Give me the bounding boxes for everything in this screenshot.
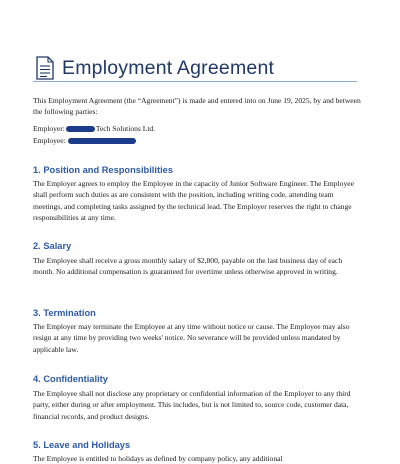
document-header — [33, 56, 357, 84]
intro-paragraph: This Employment Agreement (the “Agreement”) is made and entered into on June 19, 2025, by and between the following parties: — [33, 96, 361, 117]
employee-line — [33, 135, 155, 147]
employee-redaction-mark — [68, 138, 136, 144]
employer-name: Tech Solutions Ltd. — [95, 124, 156, 133]
section-body-salary: The Employee shall receive a gross monthly salary of $2,800, payable on the last business day of each month. No additional compensation is guaranteed for overtime unless otherwise approved in writing. — [33, 256, 343, 277]
section-heading-position: 1. Position and Responsibilities — [33, 165, 173, 175]
section-heading-confidentiality: 4. Confidentiality — [33, 374, 108, 384]
employer-redaction-mark — [66, 126, 95, 132]
section-heading-termination: 3. Termination — [33, 308, 96, 318]
section-heading-salary: 2. Salary — [33, 241, 72, 251]
section-body-leave: The Employee is entitled to holidays as defined by company policy, any additional — [33, 454, 283, 463]
parties-block — [33, 123, 155, 147]
section-heading-leave: 5. Leave and Holidays — [33, 440, 131, 450]
employer-line — [33, 123, 155, 135]
section-body-position: The Employer agrees to employ the Employee in the capacity of Junior Software Engineer. The Employee shall perform such duties as are consistent with the position, including writing code, attending team meetings, and completing tasks assigned by the technical lead. The Employer reserves the right to change responsibilities at any time. — [33, 179, 354, 223]
employer-label: Employer: — [33, 124, 65, 133]
document-icon — [35, 56, 55, 80]
title-divider — [33, 81, 357, 82]
document-title: Employment Agreement — [62, 57, 275, 79]
employee-label: Employee: — [33, 136, 66, 145]
section-body-confidentiality: The Employee shall not disclose any proprietary or confidential information of the Employer to any third party, either during or after employment. This includes, but is not limited to, source code, customer data, financial records, and product designs. — [33, 389, 351, 421]
section-body-termination: The Employer may terminate the Employee at any time without notice or cause. The Employee may also resign at any time by providing two weeks' notice. No severance will be provided unless mandated by applicable law. — [33, 322, 350, 354]
